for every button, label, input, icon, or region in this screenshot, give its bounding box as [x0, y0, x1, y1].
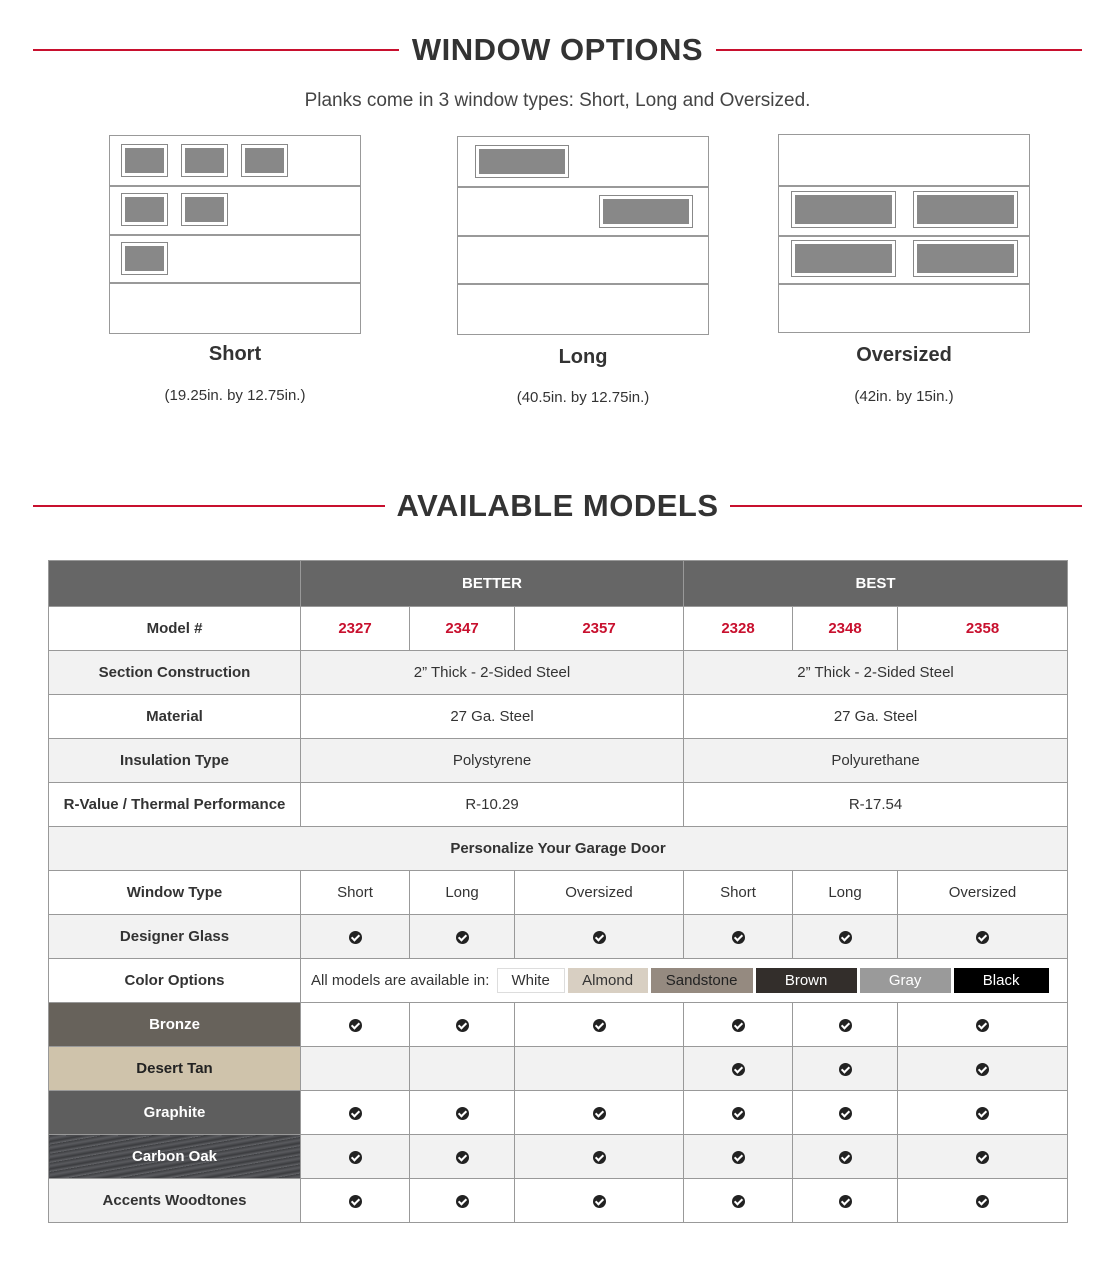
window-options-subtitle: Planks come in 3 window types: Short, Long and Oversized. [304, 90, 811, 111]
availability-cell [684, 1179, 793, 1223]
row-label: Color Options [49, 959, 301, 1003]
check-icon [732, 1063, 745, 1076]
finish-row [49, 1047, 1068, 1091]
insulation-row [49, 739, 1068, 783]
better-value: Polystyrene [301, 739, 684, 783]
finish-row [49, 1003, 1068, 1047]
finish-label: Desert Tan [49, 1047, 301, 1091]
availability-cell [515, 1003, 684, 1047]
best-value: R-17.54 [684, 783, 1068, 827]
availability-cell [515, 1135, 684, 1179]
availability-cell [684, 1003, 793, 1047]
finish-row [49, 1091, 1068, 1135]
check-icon [349, 931, 362, 944]
check-icon [593, 1107, 606, 1120]
oversized-window-door-illustration [778, 134, 1030, 333]
color-swatch-white: White [497, 968, 565, 993]
finish-row [49, 1135, 1068, 1179]
window-options-heading [33, 30, 1082, 70]
availability-cell [410, 1003, 515, 1047]
check-icon [976, 1195, 989, 1208]
check-icon [839, 1107, 852, 1120]
row-label: R-Value / Thermal Performance [49, 783, 301, 827]
finish-label: Bronze [49, 1003, 301, 1047]
check-icon [732, 1107, 745, 1120]
window-type-value: Long [410, 871, 515, 915]
better-value: 2” Thick - 2-Sided Steel [301, 651, 684, 695]
color-swatch-gray: Gray [860, 968, 951, 993]
row-label: Window Type [49, 871, 301, 915]
window-type-value: Long [793, 871, 898, 915]
availability-cell [793, 1003, 898, 1047]
available-models-title: AVAILABLE MODELS [396, 488, 719, 523]
row-label: Section Construction [49, 651, 301, 695]
window-type-value: Oversized [898, 871, 1068, 915]
availability-cell [793, 1091, 898, 1135]
availability-cell [301, 1179, 410, 1223]
model-number-link[interactable]: 2348 [793, 607, 898, 651]
check-icon [349, 1151, 362, 1164]
check-icon [349, 1107, 362, 1120]
check-icon [976, 1107, 989, 1120]
finish-label: Graphite [49, 1091, 301, 1135]
availability-cell [515, 1091, 684, 1135]
check-icon [839, 1063, 852, 1076]
availability-cell [301, 1047, 410, 1091]
color-swatch-sandstone: Sandstone [651, 968, 753, 993]
finish-label: Accents Woodtones [49, 1179, 301, 1223]
availability-cell [793, 1179, 898, 1223]
check-icon [593, 1019, 606, 1032]
availability-cell [301, 1091, 410, 1135]
model-number-link[interactable]: 2358 [898, 607, 1068, 651]
check-icon [732, 1019, 745, 1032]
window-type-value: Short [301, 871, 410, 915]
check-icon [456, 1019, 469, 1032]
availability-cell [410, 1135, 515, 1179]
heading-rule-right [716, 49, 1082, 51]
better-value: R-10.29 [301, 783, 684, 827]
oversized-window-label: Oversized [856, 344, 952, 366]
model-number-link[interactable]: 2357 [515, 607, 684, 651]
availability-cell [301, 1135, 410, 1179]
availability-cell [898, 1047, 1068, 1091]
better-value: 27 Ga. Steel [301, 695, 684, 739]
check-icon [839, 1195, 852, 1208]
check-icon [839, 1151, 852, 1164]
finish-row [49, 1179, 1068, 1223]
color-options-cell [301, 959, 1068, 1003]
availability-cell [793, 1135, 898, 1179]
personalize-row [49, 827, 1068, 871]
color-swatch-brown: Brown [756, 968, 857, 993]
heading-rule-right [730, 505, 1082, 507]
check-icon [732, 931, 745, 944]
long-window-door-illustration [457, 136, 709, 335]
row-label: Designer Glass [49, 915, 301, 959]
window-type-value: Short [684, 871, 793, 915]
check-icon [593, 1151, 606, 1164]
available-models-heading [33, 486, 1082, 526]
model-number-row [49, 607, 1068, 651]
group-header-better: BETTER [301, 561, 684, 607]
check-icon [456, 1151, 469, 1164]
check-icon [976, 1151, 989, 1164]
availability-cell [410, 1091, 515, 1135]
row-label: Material [49, 695, 301, 739]
availability-cell [898, 1135, 1068, 1179]
check-icon [456, 1195, 469, 1208]
window-type-row [49, 871, 1068, 915]
availability-cell [793, 1047, 898, 1091]
short-window-size: (19.25in. by 12.75in.) [164, 387, 306, 404]
availability-cell [410, 1047, 515, 1091]
check-icon [349, 1019, 362, 1032]
finish-label: Carbon Oak [49, 1135, 301, 1179]
color-swatch-black: Black [954, 968, 1049, 993]
best-value: Polyurethane [684, 739, 1068, 783]
material-row [49, 695, 1068, 739]
group-header-blank [49, 561, 301, 607]
check-icon [593, 931, 606, 944]
check-icon [732, 1195, 745, 1208]
long-window-label: Long [558, 346, 608, 368]
group-header-best: BEST [684, 561, 1068, 607]
check-icon [839, 1019, 852, 1032]
rvalue-row [49, 783, 1068, 827]
short-window-label: Short [208, 343, 262, 365]
long-window-size: (40.5in. by 12.75in.) [516, 389, 650, 406]
row-label: Model # [49, 607, 301, 651]
check-icon [839, 931, 852, 944]
availability-cell [898, 1091, 1068, 1135]
color-swatch-almond: Almond [568, 968, 648, 993]
check-icon [349, 1195, 362, 1208]
check-icon [456, 931, 469, 944]
section-construction-row [49, 651, 1068, 695]
check-icon [456, 1107, 469, 1120]
best-value: 27 Ga. Steel [684, 695, 1068, 739]
availability-cell [301, 1003, 410, 1047]
check-icon [593, 1195, 606, 1208]
model-number-link[interactable]: 2327 [301, 607, 410, 651]
window-type-value: Oversized [515, 871, 684, 915]
personalize-heading: Personalize Your Garage Door [49, 827, 1068, 871]
model-number-link[interactable]: 2328 [684, 607, 793, 651]
check-icon [976, 931, 989, 944]
availability-cell [684, 1091, 793, 1135]
window-options-title: WINDOW OPTIONS [411, 32, 704, 67]
oversized-window-size: (42in. by 15in.) [854, 388, 954, 405]
availability-cell [410, 1179, 515, 1223]
availability-cell [515, 1179, 684, 1223]
availability-cell [684, 1135, 793, 1179]
best-value: 2” Thick - 2-Sided Steel [684, 651, 1068, 695]
model-number-link[interactable]: 2347 [410, 607, 515, 651]
availability-cell [515, 1047, 684, 1091]
check-icon [732, 1151, 745, 1164]
availability-cell [898, 1003, 1068, 1047]
color-options-intro: All models are available in: [311, 972, 490, 989]
short-window-door-illustration [109, 135, 361, 334]
check-icon [976, 1019, 989, 1032]
models-table [48, 560, 1068, 1223]
color-options-row [49, 959, 1068, 1003]
designer-glass-row [49, 915, 1068, 959]
availability-cell [898, 1179, 1068, 1223]
check-icon [976, 1063, 989, 1076]
availability-cell [684, 1047, 793, 1091]
row-label: Insulation Type [49, 739, 301, 783]
